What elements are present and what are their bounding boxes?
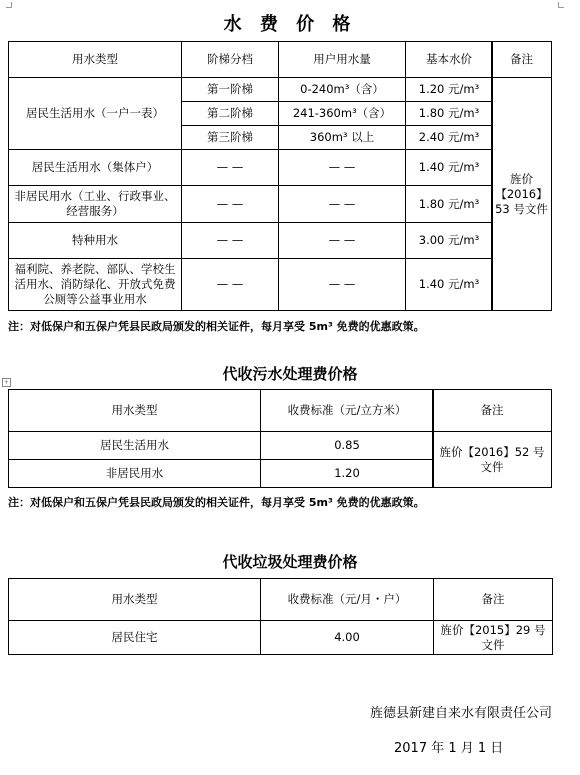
usage-cell: — — — [279, 186, 406, 223]
company-name: 旌德县新建自来水有限责任公司 — [369, 706, 552, 721]
remark-cell: 旌价【2016】52 号文件 — [433, 432, 552, 488]
header-fee-standard: 收费标准（元/立方米） — [261, 390, 434, 432]
residential-type-cell: 居民生活用水（一户一表） — [9, 78, 182, 150]
issue-date: 2017 年 1 月 1 日 — [394, 741, 504, 756]
remark-cell: 旌价【2015】29 号文件 — [434, 621, 553, 655]
header-fee-standard: 收费标准（元/月・户） — [261, 579, 434, 621]
sewage-fee-note: 注：对低保户和五保户凭县民政局颁发的相关证件，每月享受 5m³ 免费的优惠政策。 — [8, 496, 425, 509]
water-type-cell: 非居民用水 — [9, 460, 261, 488]
usage-cell: — — — [279, 259, 406, 311]
sewage-fee-remark-column — [432, 389, 552, 488]
price-cell: 1.20 — [261, 460, 434, 488]
water-type-cell: 非居民用水（工业、行政事业、经营服务） — [9, 186, 182, 223]
water-type-cell: 特种用水 — [9, 223, 182, 259]
header-tier: 阶梯分档 — [182, 42, 279, 78]
water-type-cell: 居民生活用水（集体户） — [9, 150, 182, 186]
water-price-remark-column — [491, 41, 552, 311]
header-water-type: 用水类型 — [9, 42, 182, 78]
header-usage: 用户用水量 — [279, 42, 406, 78]
usage-cell: — — — [279, 150, 406, 186]
header-water-type: 用水类型 — [9, 579, 261, 621]
usage-cell: 360m³ 以上 — [279, 126, 406, 150]
tier-cell: — — — [182, 259, 279, 311]
price-cell: 3.00 元/m³ — [406, 223, 493, 259]
table-move-handle-icon[interactable]: + — [3, 379, 10, 386]
garbage-fee-table — [8, 578, 553, 655]
price-cell: 2.40 元/m³ — [406, 126, 493, 150]
price-cell: 1.40 元/m³ — [406, 150, 493, 186]
water-type-cell: 居民生活用水 — [9, 432, 261, 460]
water-price-title: 水 费 价 格 — [223, 14, 357, 35]
usage-cell: 0-240m³（含） — [279, 78, 406, 102]
tier-cell: — — — [182, 150, 279, 186]
corner-mark-top-left — [6, 2, 12, 8]
header-remark: 备注 — [433, 390, 552, 432]
usage-cell: 241-360m³（含） — [279, 102, 406, 126]
price-cell: 4.00 — [261, 621, 434, 655]
water-price-note: 注：对低保户和五保户凭县民政局颁发的相关证件，每月享受 5m³ 免费的优惠政策。 — [8, 320, 425, 333]
tier-cell: 第三阶梯 — [182, 126, 279, 150]
usage-cell: — — — [279, 223, 406, 259]
garbage-fee-title: 代收垃圾处理费价格 — [222, 553, 358, 571]
header-remark: 备注 — [492, 42, 552, 78]
price-cell: 1.20 元/m³ — [406, 78, 493, 102]
remark-cell: 旌价【2016】53 号文件 — [492, 78, 552, 311]
tier-cell: — — — [182, 223, 279, 259]
tier-cell: 第一阶梯 — [182, 78, 279, 102]
sewage-fee-title: 代收污水处理费价格 — [222, 365, 358, 383]
header-water-type: 用水类型 — [9, 390, 261, 432]
water-type-cell: 福利院、养老院、部队、学校生活用水、消防绿化、开放式免费公厕等公益事业用水 — [9, 259, 182, 311]
price-cell: 1.80 元/m³ — [406, 102, 493, 126]
corner-mark-top-right — [558, 2, 564, 8]
price-cell: 0.85 — [261, 432, 434, 460]
tier-cell: 第二阶梯 — [182, 102, 279, 126]
price-cell: 1.40 元/m³ — [406, 259, 493, 311]
tier-cell: — — — [182, 186, 279, 223]
water-type-cell: 居民住宅 — [9, 621, 261, 655]
header-base-price: 基本水价 — [406, 42, 493, 78]
price-cell: 1.80 元/m³ — [406, 186, 493, 223]
header-remark: 备注 — [434, 579, 553, 621]
water-price-table — [8, 41, 493, 311]
sewage-fee-table — [8, 389, 434, 488]
